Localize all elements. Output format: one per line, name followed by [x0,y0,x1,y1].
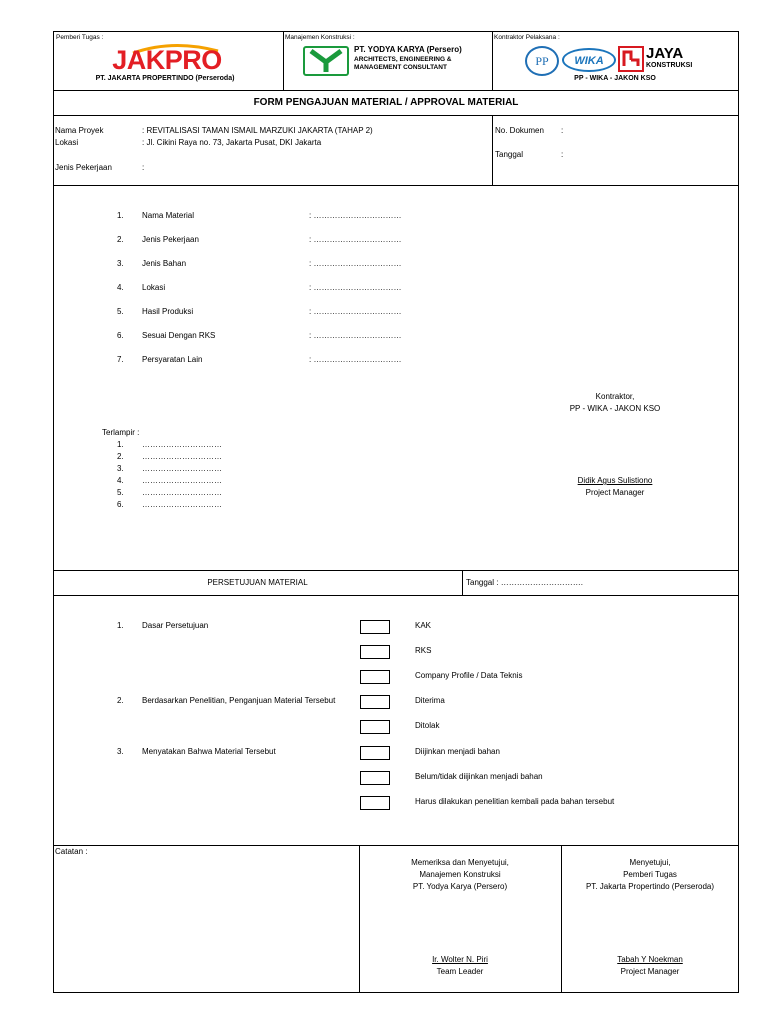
attachments-label: Terlampir : [102,428,140,437]
approval-option-checkbox[interactable] [360,620,390,634]
item-label: Nama Material [142,211,195,220]
approval-section-3-num: 3. [117,747,124,756]
attachment-number: 6. [117,500,124,509]
approval-option-checkbox[interactable] [360,670,390,684]
jaya-mark-icon [618,46,644,72]
contractor-name: PP - WIKA - JAKON KSO [574,75,656,82]
project-name-value: : REVITALISASI TAMAN ISMAIL MARZUKI JAKARTA (TAHAP 2) [142,126,373,135]
item-value-field[interactable]: : …………………………… [309,355,402,364]
approval-option-label: RKS [415,646,432,655]
attachment-field[interactable]: ………………………… [142,440,222,449]
item-number: 3. [117,259,124,268]
approval-date[interactable]: Tanggal : …………………………. [466,578,583,587]
contractor-signer-name: Didik Agus Sulistiono [577,476,653,485]
doc-number-value[interactable]: : [561,126,564,135]
item-label: Hasil Produksi [142,307,194,316]
jaya-logo-text: JAYA [646,45,684,62]
item-number: 7. [117,355,124,364]
attachment-field[interactable]: ………………………… [142,464,222,473]
attachment-field[interactable]: ………………………… [142,500,222,509]
item-value-field[interactable]: : …………………………… [309,283,402,292]
divider [53,185,739,186]
item-value-field[interactable]: : …………………………… [309,211,402,220]
item-value-field[interactable]: : …………………………… [309,259,402,268]
client-signer-name: Tabah Y Noekman [617,955,683,964]
item-number: 6. [117,331,124,340]
client-name: PT. JAKARTA PROPERTINDO (Perseroda) [95,75,235,82]
doc-date-label: Tanggal [495,150,524,159]
divider [283,31,284,90]
attachment-number: 3. [117,464,124,473]
item-value-field[interactable]: : …………………………… [309,307,402,316]
approval-option-checkbox[interactable] [360,695,390,709]
attachment-field[interactable]: ………………………… [142,488,222,497]
divider [53,845,739,846]
divider [53,570,739,571]
approval-section-2-num: 2. [117,696,124,705]
approval-option-label: Company Profile / Data Teknis [415,671,523,680]
work-type-value[interactable]: : [142,163,145,172]
mk-sign-line1: Memeriksa dan Menyetujui, [411,858,509,867]
project-location-value: : Jl. Cikini Raya no. 73, Jakarta Pusat, DKI Jakarta [142,138,322,147]
jakpro-logo-text: JAKPRO [112,45,222,75]
approval-option-label: Diijinkan menjadi bahan [415,747,500,756]
attachment-number: 2. [117,452,124,461]
approval-option-label: Belum/tidak diijinkan menjadi bahan [415,772,543,781]
item-number: 4. [117,283,124,292]
item-value-field[interactable]: : …………………………… [309,331,402,340]
attachment-number: 4. [117,476,124,485]
item-value-field[interactable]: : …………………………… [309,235,402,244]
jaya-logo-subtext: KONSTRUKSI [646,62,693,69]
client-sign-line3: PT. Jakarta Propertindo (Perseroda) [585,882,715,891]
client-sign-line2: Pemberi Tugas [623,870,677,879]
approval-option-label: Harus dilakukan penelitian kembali pada bahan tersebut [415,797,615,806]
attachment-number: 1. [117,440,124,449]
approval-option-checkbox[interactable] [360,771,390,785]
approval-section-2-label: Berdasarkan Penelitian, Penganjuan Material Tersebut [142,696,336,705]
doc-date-value[interactable]: : [561,150,564,159]
mk-label: Manajemen Konstruksi : [285,34,355,41]
jakpro-logo [93,41,241,79]
item-number: 2. [117,235,124,244]
yodya-logo [303,46,349,76]
mk-sign-line2: Manajemen Konstruksi [419,870,501,879]
approval-section-1-label: Dasar Persetujuan [142,621,209,630]
pp-logo-text: PP [535,54,549,68]
mk-subtitle-1: ARCHITECTS, ENGINEERING & [354,56,452,63]
mk-name: PT. YODYA KARYA (Persero) [354,45,462,54]
form-frame [53,31,739,993]
doc-number-label: No. Dokumen [495,126,544,135]
approval-option-label: Ditolak [415,721,440,730]
work-type-label: Jenis Pekerjaan [55,163,112,172]
wika-logo [562,48,616,72]
approval-section-3-label: Menyatakan Bahwa Material Tersebut [142,747,276,756]
mk-signer-title: Team Leader [436,967,484,976]
project-location-label: Lokasi [55,138,79,147]
approval-option-checkbox[interactable] [360,720,390,734]
item-number: 5. [117,307,124,316]
attachment-field[interactable]: ………………………… [142,452,222,461]
approval-option-checkbox[interactable] [360,746,390,760]
mk-sign-line3: PT. Yodya Karya (Persero) [412,882,508,891]
contractor-sign-line1: Kontraktor, [595,392,635,401]
approval-title: PERSETUJUAN MATERIAL [207,578,308,587]
notes-area[interactable] [55,860,355,988]
approval-option-checkbox[interactable] [360,796,390,810]
item-label: Lokasi [142,283,166,292]
item-label: Jenis Bahan [142,259,187,268]
client-sign-line1: Menyetujui, [629,858,671,867]
project-name-label: Nama Proyek [55,126,104,135]
jaya-logo [618,46,708,74]
divider [492,31,493,90]
divider [462,570,463,595]
client-label: Pemberi Tugas : [56,34,104,41]
form-title: FORM PENGAJUAN MATERIAL / APPROVAL MATERIAL [253,97,519,108]
contractor-signer-title: Project Manager [585,488,645,497]
mk-signer-name: Ir. Wolter N. Piri [432,955,488,964]
pp-logo [525,46,559,76]
attachment-field[interactable]: ………………………… [142,476,222,485]
item-label: Sesuai Dengan RKS [142,331,216,340]
contractor-sign-line2: PP - WIKA - JAKON KSO [569,404,661,413]
item-label: Persyaratan Lain [142,355,203,364]
divider [492,115,493,185]
item-label: Jenis Pekerjaan [142,235,199,244]
yodya-y-icon [305,48,347,74]
divider [53,595,739,596]
mk-subtitle-2: MANAGEMENT CONSULTANT [354,64,447,71]
notes-label: Catatan : [55,847,88,856]
approval-option-label: Diterima [415,696,445,705]
divider [53,90,739,91]
item-number: 1. [117,211,124,220]
client-signer-title: Project Manager [620,967,680,976]
attachment-number: 5. [117,488,124,497]
wika-logo-text: WIKA [574,55,604,67]
approval-section-1-num: 1. [117,621,124,630]
divider [53,115,739,116]
approval-option-checkbox[interactable] [360,645,390,659]
contractor-label: Kontraktor Pelaksana : [494,34,560,41]
approval-option-label: KAK [415,621,432,630]
